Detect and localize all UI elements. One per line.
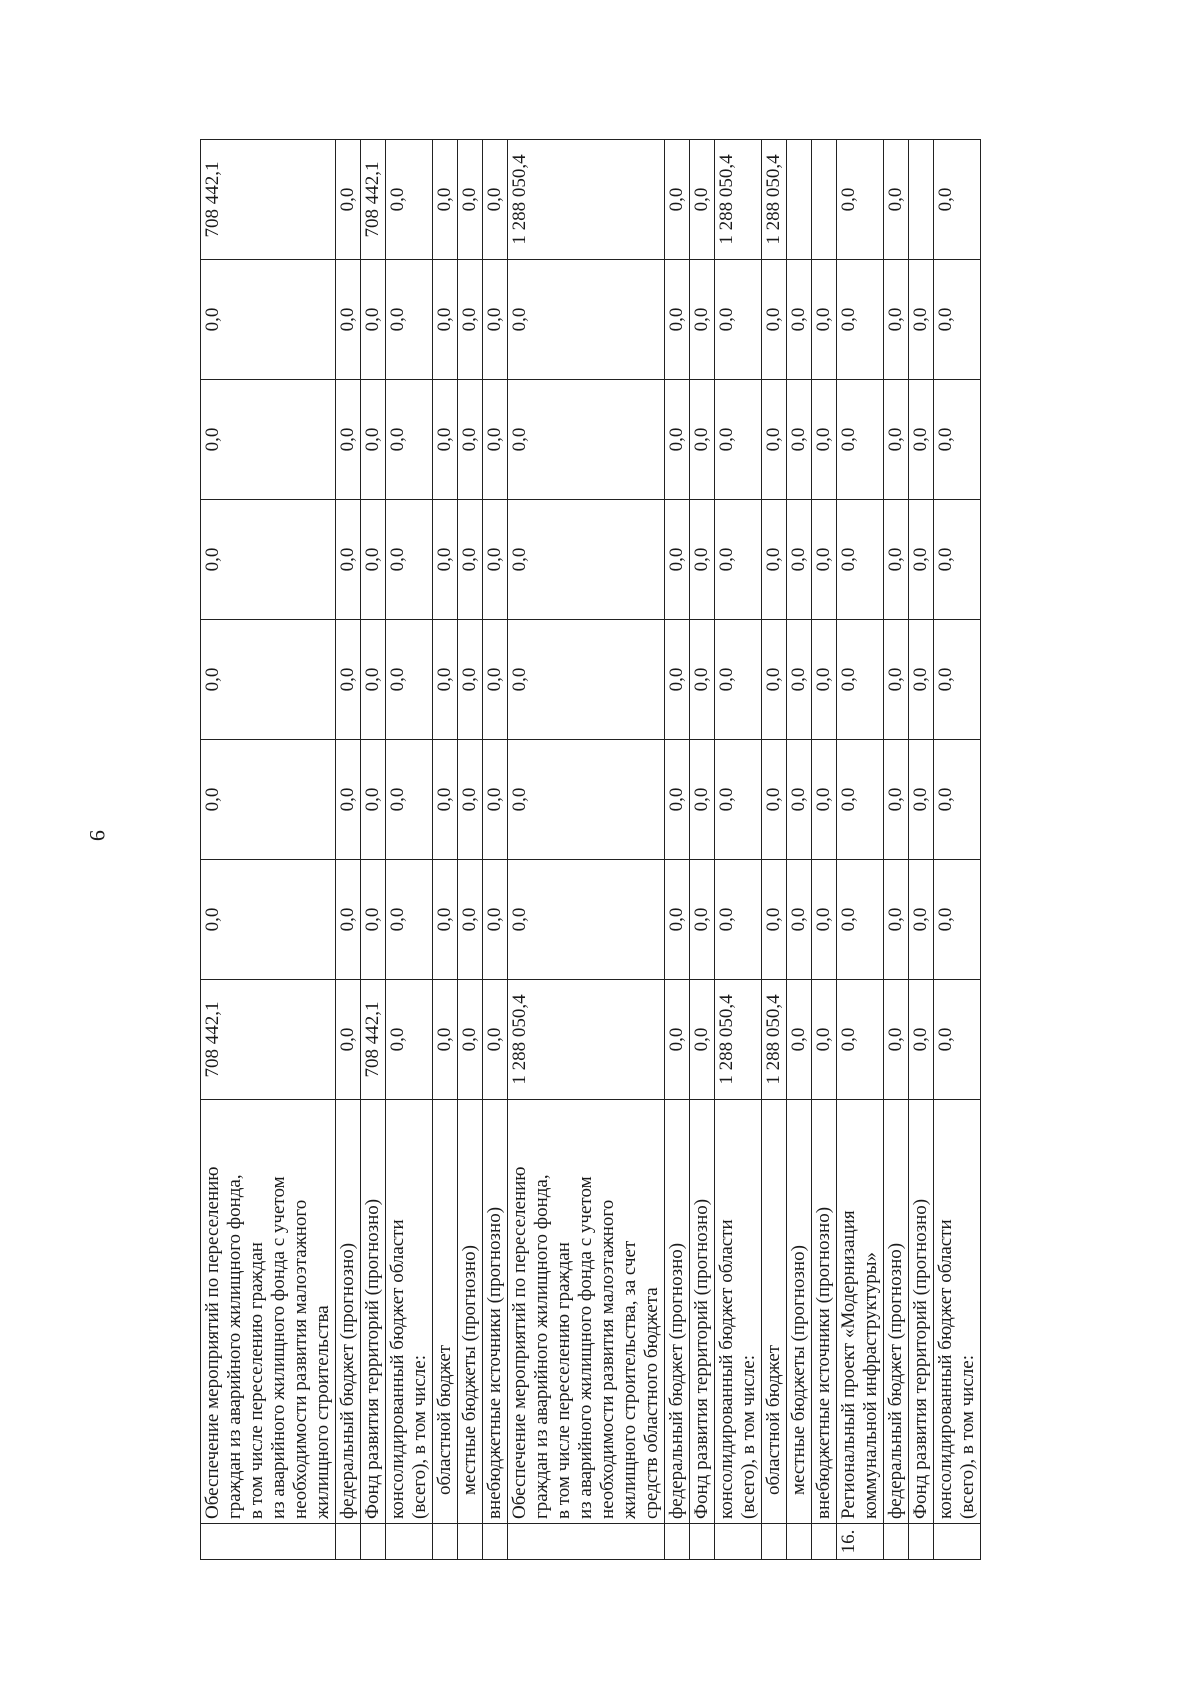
value-cell: 0,0	[433, 860, 458, 980]
value-cell: 0,0	[787, 860, 812, 980]
value-cell: 0,0	[201, 500, 336, 620]
value-cell: 0,0	[433, 980, 458, 1100]
table-row	[715, 140, 762, 1560]
row-name-cell: внебюджетные источники (прогнозно)	[483, 1100, 508, 1524]
row-name-cell: Фонд развития территорий (прогнозно)	[909, 1100, 934, 1524]
value-cell: 0,0	[483, 380, 508, 500]
value-cell: 0,0	[884, 860, 909, 980]
value-cell: 0,0	[934, 980, 981, 1100]
value-cell: 0,0	[909, 620, 934, 740]
value-cell: 0,0	[433, 500, 458, 620]
value-cell: 0,0	[837, 740, 884, 860]
value-cell: 0,0	[361, 260, 386, 380]
row-name-cell: внебюджетные источники (прогнозно)	[812, 1100, 837, 1524]
value-cell: 0,0	[386, 620, 433, 740]
value-cell	[812, 140, 837, 260]
value-cell: 0,0	[762, 740, 787, 860]
row-number-cell	[715, 1524, 762, 1560]
value-cell: 0,0	[483, 260, 508, 380]
value-cell: 0,0	[433, 740, 458, 860]
value-cell: 0,0	[837, 980, 884, 1100]
value-cell: 0,0	[665, 620, 690, 740]
row-number-cell	[762, 1524, 787, 1560]
row-number-cell	[690, 1524, 715, 1560]
value-cell: 0,0	[812, 980, 837, 1100]
table-row	[812, 140, 837, 1560]
row-name-cell: областной бюджет	[433, 1100, 458, 1524]
value-cell: 0,0	[837, 620, 884, 740]
value-cell: 0,0	[715, 620, 762, 740]
value-cell: 0,0	[336, 260, 361, 380]
value-cell: 0,0	[812, 860, 837, 980]
value-cell: 0,0	[909, 740, 934, 860]
table-row	[483, 140, 508, 1560]
value-cell: 0,0	[386, 500, 433, 620]
row-number-cell	[508, 1524, 665, 1560]
row-name-cell: Фонд развития территорий (прогнозно)	[361, 1100, 386, 1524]
row-name-cell: консолидированный бюджет области (всего), в том числе:	[934, 1100, 981, 1524]
value-cell: 0,0	[884, 620, 909, 740]
table-body	[201, 140, 981, 1560]
value-cell: 0,0	[665, 740, 690, 860]
value-cell: 0,0	[884, 260, 909, 380]
rotated-table-container	[200, 140, 1200, 1560]
row-number-cell	[665, 1524, 690, 1560]
financing-table	[200, 139, 981, 1560]
value-cell: 0,0	[909, 980, 934, 1100]
row-number-cell	[909, 1524, 934, 1560]
value-cell: 0,0	[762, 380, 787, 500]
row-name-cell: Обеспечение мероприятий по переселению граждан из аварийного жилищного фонда, в том числе переселению граждан из аварийного жилищного фонда с учетом необходимости развития малоэтажного жилищного строительства	[201, 1100, 336, 1524]
value-cell: 0,0	[433, 380, 458, 500]
table-row	[201, 140, 336, 1560]
value-cell: 0,0	[837, 140, 884, 260]
value-cell: 0,0	[508, 620, 665, 740]
row-name-cell: местные бюджеты (прогнозно)	[458, 1100, 483, 1524]
value-cell: 0,0	[934, 380, 981, 500]
value-cell: 0,0	[665, 500, 690, 620]
value-cell: 0,0	[386, 140, 433, 260]
value-cell: 0,0	[361, 860, 386, 980]
table-row	[909, 140, 934, 1560]
value-cell: 0,0	[458, 620, 483, 740]
value-cell: 1 288 050,4	[715, 140, 762, 260]
row-name-cell: местные бюджеты (прогнозно)	[787, 1100, 812, 1524]
value-cell: 0,0	[508, 860, 665, 980]
value-cell: 0,0	[508, 380, 665, 500]
value-cell: 0,0	[361, 380, 386, 500]
table-row	[762, 140, 787, 1560]
value-cell: 0,0	[690, 140, 715, 260]
row-name-cell: областной бюджет	[762, 1100, 787, 1524]
value-cell: 0,0	[909, 500, 934, 620]
value-cell: 0,0	[433, 140, 458, 260]
value-cell: 0,0	[837, 380, 884, 500]
value-cell: 0,0	[762, 260, 787, 380]
value-cell: 0,0	[665, 380, 690, 500]
row-number-cell	[812, 1524, 837, 1560]
value-cell: 0,0	[787, 740, 812, 860]
value-cell: 0,0	[483, 980, 508, 1100]
value-cell: 1 288 050,4	[762, 140, 787, 260]
value-cell: 0,0	[458, 260, 483, 380]
value-cell: 708 442,1	[201, 140, 336, 260]
value-cell: 0,0	[201, 260, 336, 380]
table-row	[433, 140, 458, 1560]
row-name-cell: федеральный бюджет (прогнозно)	[665, 1100, 690, 1524]
value-cell: 0,0	[690, 260, 715, 380]
value-cell: 0,0	[837, 500, 884, 620]
value-cell: 0,0	[690, 500, 715, 620]
value-cell: 0,0	[336, 740, 361, 860]
value-cell: 0,0	[361, 500, 386, 620]
value-cell: 0,0	[812, 260, 837, 380]
value-cell: 0,0	[336, 980, 361, 1100]
value-cell: 0,0	[715, 380, 762, 500]
row-number-cell: 16.	[837, 1524, 884, 1560]
value-cell: 0,0	[837, 260, 884, 380]
value-cell: 0,0	[665, 260, 690, 380]
value-cell: 1 288 050,4	[715, 980, 762, 1100]
value-cell: 0,0	[458, 860, 483, 980]
value-cell: 0,0	[508, 500, 665, 620]
value-cell: 0,0	[812, 380, 837, 500]
value-cell: 0,0	[508, 260, 665, 380]
row-name-cell: Фонд развития территорий (прогнозно)	[690, 1100, 715, 1524]
value-cell: 1 288 050,4	[508, 140, 665, 260]
value-cell: 0,0	[690, 860, 715, 980]
row-number-cell	[433, 1524, 458, 1560]
row-number-cell	[201, 1524, 336, 1560]
value-cell: 0,0	[884, 500, 909, 620]
value-cell: 0,0	[433, 620, 458, 740]
value-cell: 0,0	[458, 980, 483, 1100]
value-cell	[787, 140, 812, 260]
table-row	[336, 140, 361, 1560]
value-cell: 0,0	[934, 140, 981, 260]
table-row	[837, 140, 884, 1560]
value-cell: 0,0	[201, 620, 336, 740]
value-cell: 0,0	[458, 740, 483, 860]
value-cell: 0,0	[787, 380, 812, 500]
table-row	[386, 140, 433, 1560]
value-cell: 0,0	[934, 260, 981, 380]
page-number: 9	[85, 830, 110, 841]
value-cell: 0,0	[884, 140, 909, 260]
value-cell: 0,0	[812, 740, 837, 860]
row-name-cell: федеральный бюджет (прогнозно)	[884, 1100, 909, 1524]
value-cell: 0,0	[884, 740, 909, 860]
value-cell: 0,0	[386, 980, 433, 1100]
row-number-cell	[361, 1524, 386, 1560]
row-number-cell	[884, 1524, 909, 1560]
value-cell: 0,0	[483, 860, 508, 980]
value-cell: 0,0	[665, 860, 690, 980]
value-cell: 0,0	[690, 980, 715, 1100]
table-row	[665, 140, 690, 1560]
table-row	[934, 140, 981, 1560]
value-cell: 0,0	[787, 620, 812, 740]
row-number-cell	[787, 1524, 812, 1560]
value-cell: 0,0	[715, 860, 762, 980]
value-cell: 0,0	[762, 620, 787, 740]
value-cell: 0,0	[483, 740, 508, 860]
value-cell: 0,0	[837, 860, 884, 980]
value-cell: 708 442,1	[201, 980, 336, 1100]
row-name-cell: Региональный проект «Модернизация коммунальной инфраструктуры»	[837, 1100, 884, 1524]
value-cell: 0,0	[934, 500, 981, 620]
value-cell: 0,0	[483, 500, 508, 620]
value-cell: 0,0	[433, 260, 458, 380]
value-cell: 0,0	[812, 500, 837, 620]
table-row	[787, 140, 812, 1560]
row-number-cell	[336, 1524, 361, 1560]
value-cell: 0,0	[934, 740, 981, 860]
value-cell: 0,0	[386, 860, 433, 980]
value-cell: 0,0	[909, 860, 934, 980]
value-cell: 0,0	[665, 980, 690, 1100]
value-cell: 0,0	[909, 380, 934, 500]
value-cell	[909, 140, 934, 260]
value-cell: 0,0	[934, 860, 981, 980]
row-name-cell: консолидированный бюджет области (всего), в том числе:	[386, 1100, 433, 1524]
value-cell: 0,0	[458, 500, 483, 620]
value-cell: 0,0	[884, 980, 909, 1100]
value-cell: 0,0	[787, 260, 812, 380]
row-number-cell	[483, 1524, 508, 1560]
table-row	[884, 140, 909, 1560]
value-cell: 0,0	[508, 740, 665, 860]
value-cell: 0,0	[762, 860, 787, 980]
row-number-cell	[934, 1524, 981, 1560]
value-cell: 0,0	[787, 500, 812, 620]
value-cell: 0,0	[884, 380, 909, 500]
value-cell: 1 288 050,4	[508, 980, 665, 1100]
value-cell: 708 442,1	[361, 140, 386, 260]
value-cell: 0,0	[386, 740, 433, 860]
value-cell: 0,0	[690, 620, 715, 740]
row-name-cell: консолидированный бюджет области (всего), в том числе:	[715, 1100, 762, 1524]
value-cell: 0,0	[458, 380, 483, 500]
value-cell: 0,0	[361, 740, 386, 860]
value-cell: 0,0	[690, 740, 715, 860]
table-row	[508, 140, 665, 1560]
value-cell: 0,0	[665, 140, 690, 260]
row-name-cell: федеральный бюджет (прогнозно)	[336, 1100, 361, 1524]
value-cell: 0,0	[336, 500, 361, 620]
value-cell: 0,0	[458, 140, 483, 260]
row-number-cell	[386, 1524, 433, 1560]
value-cell: 0,0	[812, 620, 837, 740]
value-cell: 0,0	[934, 620, 981, 740]
value-cell: 0,0	[715, 260, 762, 380]
value-cell: 0,0	[483, 620, 508, 740]
value-cell: 0,0	[483, 140, 508, 260]
value-cell: 0,0	[386, 380, 433, 500]
value-cell: 0,0	[386, 260, 433, 380]
row-name-cell: Обеспечение мероприятий по переселению граждан из аварийного жилищного фонда, в том числе переселению граждан из аварийного жилищного фонда с учетом необходимости развития малоэтажного жилищного строительства, за счет средств областного бюджета	[508, 1100, 665, 1524]
value-cell: 0,0	[715, 500, 762, 620]
value-cell: 0,0	[787, 980, 812, 1100]
table-row	[361, 140, 386, 1560]
value-cell: 0,0	[201, 860, 336, 980]
value-cell: 0,0	[201, 380, 336, 500]
value-cell: 1 288 050,4	[762, 980, 787, 1100]
value-cell: 0,0	[361, 620, 386, 740]
value-cell: 0,0	[336, 620, 361, 740]
value-cell: 0,0	[690, 380, 715, 500]
value-cell: 0,0	[762, 500, 787, 620]
value-cell: 708 442,1	[361, 980, 386, 1100]
value-cell: 0,0	[336, 140, 361, 260]
value-cell: 0,0	[715, 740, 762, 860]
value-cell: 0,0	[201, 740, 336, 860]
table-row	[458, 140, 483, 1560]
row-number-cell	[458, 1524, 483, 1560]
value-cell: 0,0	[909, 260, 934, 380]
value-cell: 0,0	[336, 860, 361, 980]
table-row	[690, 140, 715, 1560]
value-cell: 0,0	[336, 380, 361, 500]
